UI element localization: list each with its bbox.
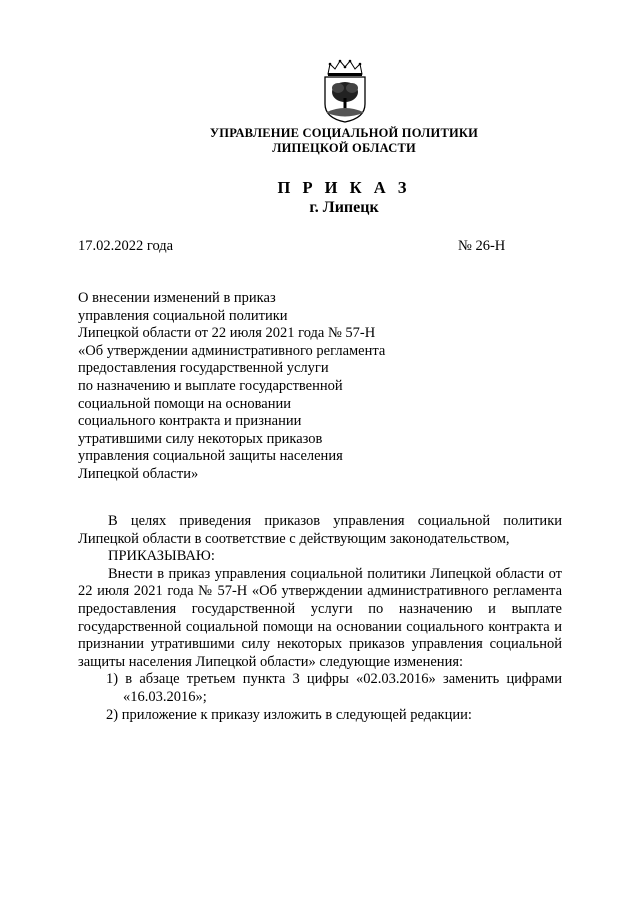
subject-line: Липецкой области» (78, 465, 199, 482)
change-item-1: 1) в абзаце третьем пункта 3 цифры «02.03.2016» заменить цифрами «16.03.2016»; (106, 671, 562, 705)
order-word: ПРИКАЗЫВАЮ: (108, 548, 215, 565)
organization-name-line2: ЛИПЕЦКОЙ ОБЛАСТИ (272, 141, 416, 155)
organization-name-line1: УПРАВЛЕНИЕ СОЦИАЛЬНОЙ ПОЛИТИКИ (209, 126, 479, 140)
subject-line: по назначению и выплате государственной (78, 377, 343, 394)
subject-line: предоставления государственной услуги (78, 360, 329, 377)
subject-line: управления социальной политики (78, 307, 288, 324)
intro-paragraph: В целях приведения приказов управления социальной политики Липецкой области в соответствие с действующим законодательством, (78, 513, 562, 547)
main-paragraph: Внести в приказ управления социальной политики Липецкой области от 22 июля 2021 года № 57-Н «Об утверждении административного регламента предоставления государственной услуги по назначению и выплате государственной социальной помощи на основании социального контракта и признании утратившими силу некоторых приказов управления социальной защиты населения Липецкой области» следующие изменения: (78, 565, 562, 670)
subject-line: социального контракта и признании (78, 413, 302, 430)
subject-line: «Об утверждении административного регламента (78, 342, 386, 359)
subject-line: О внесении изменений в приказ (78, 290, 276, 306)
document-city: г. Липецк (309, 199, 379, 216)
change-item-2: 2) приложение к приказу изложить в следующей редакции: (106, 706, 472, 723)
document-subject (78, 290, 408, 484)
subject-line: утратившими силу некоторых приказов (78, 430, 323, 447)
document-date: 17.02.2022 года (78, 238, 174, 254)
document-number: № 26-Н (458, 238, 506, 254)
subject-line: социальной помощи на основании (78, 395, 291, 412)
document-type-title: П Р И К А З (277, 178, 411, 197)
lipetsk-coat-of-arms-icon (318, 58, 372, 124)
subject-line: управления социальной защиты населения (78, 448, 343, 465)
document-body (78, 513, 562, 724)
subject-line: Липецкой области от 22 июля 2021 года № 57-Н (78, 325, 376, 342)
